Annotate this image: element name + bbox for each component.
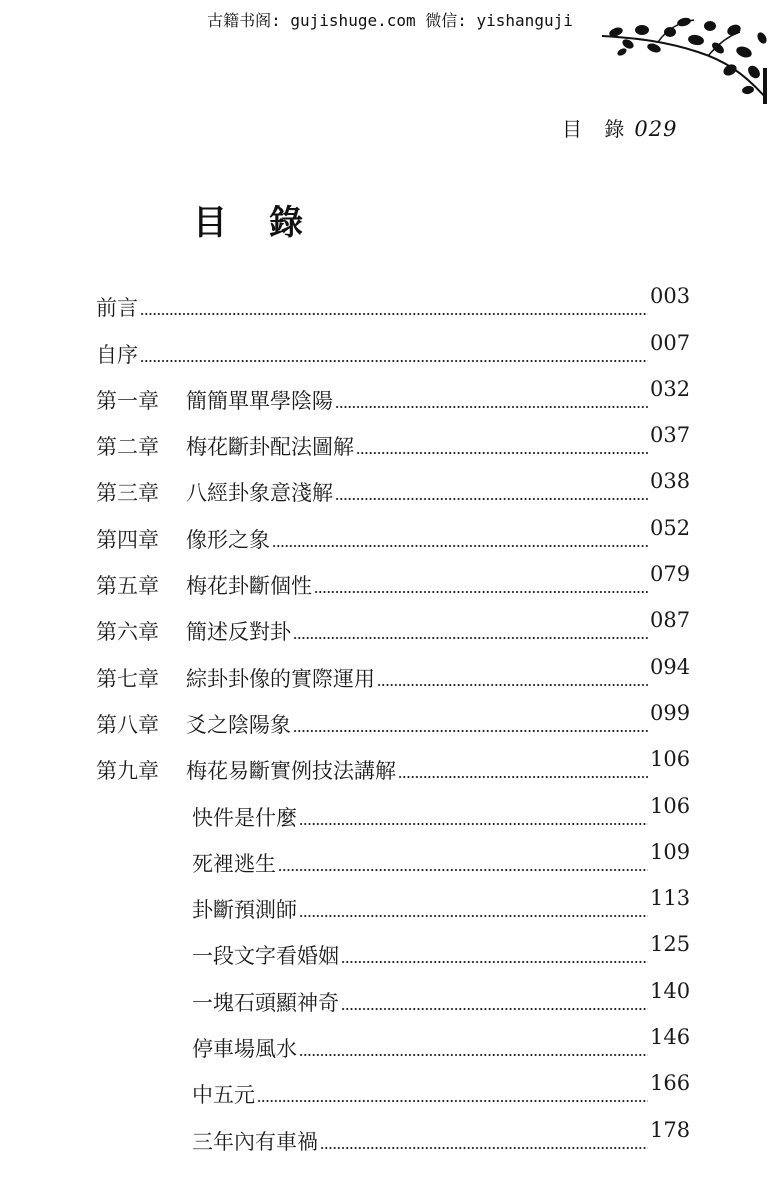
toc-entry [96,1019,691,1065]
toc-page-number: 099 [650,700,691,725]
dot-leader [398,776,648,778]
toc-entry-title: 像形之象 [186,527,270,552]
dot-leader [278,869,648,871]
toc-entry-title: 一塊石頭顯神奇 [192,990,339,1015]
toc-chapter-label: 第五章 [96,574,159,599]
toc-chapter-label: 第六章 [96,620,159,645]
toc-entry [96,509,691,555]
toc-entry-title: 梅花易斷實例技法講解 [186,759,396,784]
dot-leader [293,730,648,732]
toc-page-number: 109 [650,839,691,864]
toc-entry-title: 梅花卦斷個性 [186,574,312,599]
toc-entry-title: 卦斷預測師 [192,898,297,923]
toc-page-number: 079 [650,562,691,587]
toc-page-number: 037 [650,423,691,448]
toc-entry-title: 爻之陰陽象 [186,712,291,737]
toc-page-number: 087 [650,608,691,633]
leaf-branch-ornament [598,8,770,104]
toc-entry-title: 簡述反對卦 [186,620,291,645]
dot-leader [335,406,648,408]
dot-leader [377,684,648,686]
dot-leader [140,313,648,315]
toc-entry-title: 綜卦卦像的實際運用 [186,666,375,691]
toc-entry [96,741,691,787]
dot-leader [140,360,648,362]
toc-chapter-label: 第七章 [96,666,159,691]
toc-page-number: 106 [650,793,691,818]
toc-entry [96,648,691,694]
toc-chapter-label: 第二章 [96,435,159,460]
toc-page-number: 094 [650,654,691,679]
toc-entry [96,556,691,602]
dot-leader [257,1100,648,1102]
running-head [562,113,677,142]
toc-chapter-label: 第八章 [96,712,159,737]
dot-leader [293,637,648,639]
toc-entry-title: 梅花斷卦配法圖解 [186,435,354,460]
toc-entry [96,1065,691,1111]
toc-page-number: 038 [650,469,691,494]
toc-entry [96,463,691,509]
toc-entry [96,278,691,324]
toc-entry [96,880,691,926]
toc-chapter-label: 第一章 [96,388,159,413]
toc-entry [96,417,691,463]
toc-page-number: 146 [650,1025,691,1050]
toc-page-number: 178 [650,1117,691,1142]
page-title: 目錄 [193,203,345,243]
toc-entry-title: 八經卦象意淺解 [186,481,333,506]
toc-page-number: 052 [650,515,691,540]
dot-leader [299,823,648,825]
running-head-page-number: 029 [634,117,678,141]
dot-leader [320,1147,648,1149]
toc-page-number: 106 [650,747,691,772]
toc-entry-title: 快件是什麼 [192,805,297,830]
toc-entry [96,834,691,880]
toc-chapter-label: 第九章 [96,759,159,784]
dot-leader [341,1008,648,1010]
toc-page-number: 003 [650,284,691,309]
toc-page-number: 007 [650,330,691,355]
toc-entry [96,926,691,972]
toc-entry-title: 一段文字看婚姻 [192,944,339,969]
toc-page-number: 166 [650,1071,691,1096]
toc-page-number: 113 [650,886,691,911]
dot-leader [299,1054,648,1056]
dot-leader [341,961,648,963]
dot-leader [314,591,648,593]
toc-entry-title: 三年內有車禍 [192,1129,318,1154]
toc-entry [96,787,691,833]
dot-leader [299,915,648,917]
toc-chapter-label: 第四章 [96,527,159,552]
dot-leader [335,498,648,500]
toc-entry-title: 簡簡單單學陰陽 [186,388,333,413]
toc-entry-title: 停車場風水 [192,1037,297,1062]
table-of-contents [96,278,691,1158]
dot-leader [356,452,648,454]
toc-entry [96,1111,691,1157]
toc-entry [96,972,691,1018]
toc-entry [96,602,691,648]
toc-page-number: 140 [650,978,691,1003]
toc-page-number: 032 [650,376,691,401]
toc-entry [96,695,691,741]
toc-entry-title: 自序 [96,342,138,367]
toc-entry [96,324,691,370]
toc-chapter-label: 第三章 [96,481,159,506]
toc-page-number: 125 [650,932,691,957]
toc-entry-title: 死裡逃生 [192,851,276,876]
toc-entry [96,371,691,417]
running-head-title: 目 錄 [562,117,633,141]
dot-leader [272,545,648,547]
toc-entry-title: 中五元 [192,1083,255,1108]
toc-entry-title: 前言 [96,296,138,321]
watermark-text: 古籍书阁: gujishuge.com 微信: yishanguji [207,11,573,30]
